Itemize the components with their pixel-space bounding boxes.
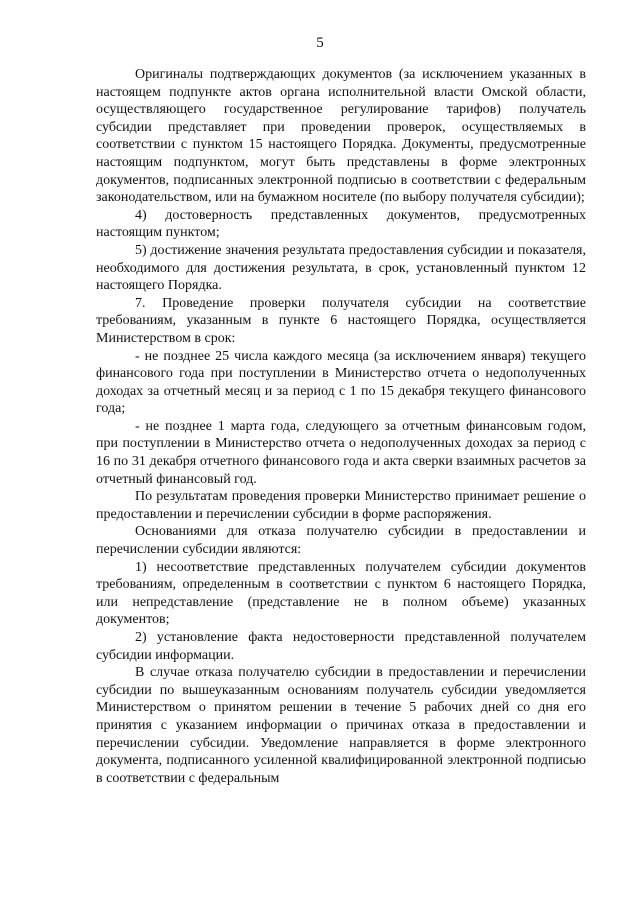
paragraph-ground-2: 2) установление факта недостоверности представленной получателем субсидии информации. <box>96 630 586 663</box>
paragraph-clause-7: 7. Проведение проверки получателя субсидии на соответствие требованиям, указанным в пункте 6 настоящего Порядка, осуществляется Министерством в срок: <box>96 295 586 346</box>
document-body <box>96 66 586 787</box>
page-number: 5 <box>316 35 324 51</box>
paragraph-refusal-notice: В случае отказа получателю субсидии в предоставлении и перечислении субсидии по вышеуказанным основаниям получатель субсидии уведомляется Министерством о принятом решении в течение 5 рабочих дней со дня его принятия с указанием информации о причинах отказа в предоставлении и перечислении субсидии. Уведомление направляется в форме электронного документа, подписанного усиленной квалифицированной электронной подписью в соответствии с федеральным <box>96 665 586 786</box>
paragraph-originals: Оригиналы подтверждающих документов (за исключением указанных в настоящем подпункте актов органа исполнительной власти Омской области, осуществляющего государственное регулирование тарифов) получатель субсидии представляет при проведении проверок, осуществляемых в соответствии с пунктом 15 настоящего Порядка. Документы, предусмотренные настоящим подпунктом, могут быть представлены в форме электронных документов, подписанных электронной подписью в соответствии с федеральным законодательством, или на бумажном носителе (по выбору получателя субсидии); <box>96 67 586 206</box>
paragraph-deadline-annual: - не позднее 1 марта года, следующего за отчетным финансовым годом, при поступлении в Министерство отчета о недополученных доходах за период с 16 по 31 декабря отчетного финансового года и акта сверки взаимных расчетов за отчетный финансовый год. <box>96 418 586 487</box>
paragraph-decision: По результатам проведения проверки Министерство принимает решение о предоставлении и перечислении субсидии в форме распоряжения. <box>96 489 586 522</box>
paragraph-deadline-monthly: - не позднее 25 числа каждого месяца (за исключением января) текущего финансового года при поступлении в Министерство отчета о недополученных доходах за отчетный месяц и за период с 1 по 15 декабря текущего финансового года; <box>96 348 586 417</box>
paragraph-item-5: 5) достижение значения результата предоставления субсидии и показателя, необходимого для достижения результата, в срок, установленный пунктом 12 настоящего Порядка. <box>96 242 586 294</box>
paragraph-refusal-grounds: Основаниями для отказа получателю субсидии в предоставлении и перечислении субсидии являются: <box>96 524 586 558</box>
paragraph-item-4: 4) достоверность представленных документов, предусмотренных настоящим пунктом; <box>96 207 586 241</box>
paragraph-ground-1: 1) несоответствие представленных получателем субсидии документов требованиям, определенным в соответствии с пунктом 6 настоящего Порядка, или непредставление (представление не в полном объеме) указанных документов; <box>96 559 586 628</box>
